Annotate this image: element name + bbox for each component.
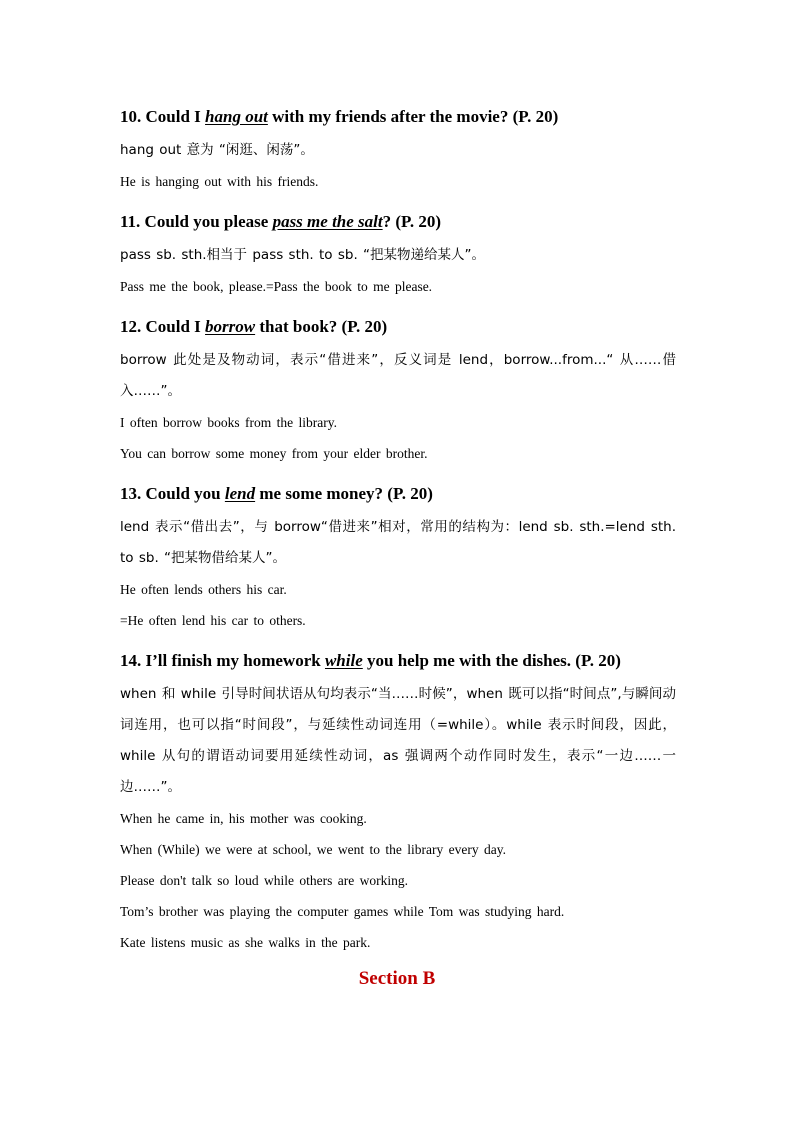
heading-text: that book? (P. 20): [255, 317, 388, 336]
note-item-11: [120, 209, 676, 302]
example-sentence: Pass me the book, please.=Pass the book to me please.: [120, 279, 433, 294]
heading-text: 13. Could you: [120, 484, 225, 503]
example-sentence: Please don't talk so loud while others are working.: [120, 873, 409, 888]
study-notes: [120, 104, 676, 958]
heading-keyword: while: [324, 651, 363, 670]
explanation: borrow 此处是及物动词，表示“借进来”，反义词是 lend，borrow...from...“ 从……借入……”。: [120, 352, 676, 399]
heading-text: you help me with the dishes. (P. 20): [362, 651, 621, 670]
heading-keyword: borrow: [205, 317, 256, 336]
example-sentence: I often borrow books from the library.: [120, 415, 337, 430]
example-sentence: =He often lend his car to others.: [120, 613, 306, 628]
note-item-12: [120, 314, 676, 469]
explanation: pass sb. sth.相当于 pass sth. to sb. “把某物递给某人”。: [120, 247, 486, 263]
example-sentence: He is hanging out with his friends.: [120, 174, 319, 189]
heading-text: 12. Could I: [120, 317, 206, 336]
heading-text: me some money? (P. 20): [255, 484, 433, 503]
note-item-14: [120, 648, 676, 958]
example-sentence: Tom’s brother was playing the computer games while Tom was studying hard.: [120, 904, 565, 919]
example-sentence: When he came in, his mother was cooking.: [120, 811, 367, 826]
explanation: lend 表示“借出去”，与 borrow“借进来”相对，常用的结构为：lend sb. sth.=lend sth. to sb. “把某物借给某人”。: [120, 519, 676, 566]
heading-text: with my friends after the movie? (P. 20): [267, 107, 559, 126]
heading-keyword: lend: [224, 484, 256, 503]
item-heading: [120, 314, 676, 340]
heading-keyword: hang out: [205, 107, 268, 126]
item-heading: [120, 209, 676, 235]
example-sentence: He often lends others his car.: [120, 582, 287, 597]
item-heading: [120, 104, 676, 130]
note-item-10: [120, 104, 676, 197]
heading-keyword: pass me the salt: [272, 212, 383, 231]
note-item-13: [120, 481, 676, 636]
heading-text: ? (P. 20): [382, 212, 442, 231]
section-title: Section B: [358, 968, 436, 989]
heading-text: 10. Could I: [120, 107, 206, 126]
example-sentence: When (While) we were at school, we went to the library every day.: [120, 842, 506, 857]
explanation: hang out 意为 “闲逛、闲荡”。: [120, 142, 314, 158]
item-heading: [120, 648, 676, 674]
explanation: when 和 while 引导时间状语从句均表示“当……时候”，when 既可以指“时间点”,与瞬间动词连用，也可以指“时间段”，与延续性动词连用（=while）。while 表示时间段，因此，while 从句的谓语动词要用延续性动词，as 强调两个动作同时发生，表示“一边……一边……”。: [120, 686, 676, 795]
example-sentence: You can borrow some money from your elder brother.: [120, 446, 428, 461]
item-heading: [120, 481, 676, 507]
heading-text: 14. I’ll finish my homework: [120, 651, 325, 670]
heading-text: 11. Could you please: [120, 212, 273, 231]
example-sentence: Kate listens music as she walks in the park.: [120, 935, 371, 950]
